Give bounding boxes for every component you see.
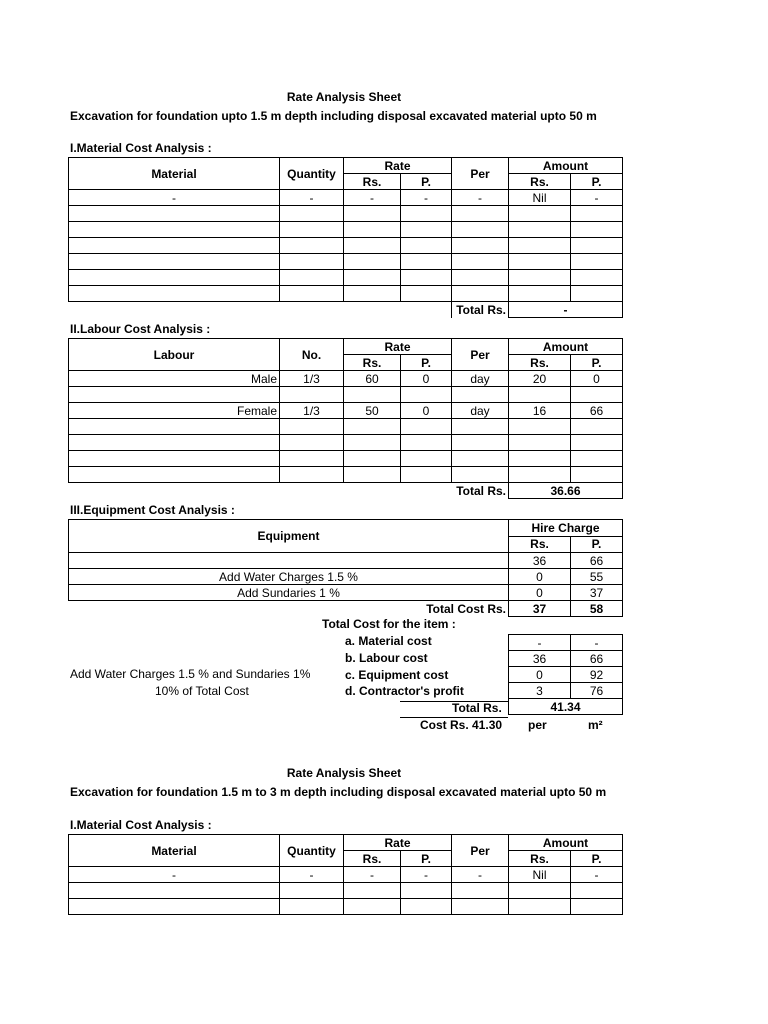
col-amount-p: P. (571, 355, 623, 371)
table-row (69, 435, 623, 451)
summary-a-label: a. Material cost (345, 634, 432, 648)
col-quantity: Quantity (280, 158, 344, 190)
cell: - (452, 867, 509, 883)
cell: - (69, 867, 280, 883)
summary-c-label: c. Equipment cost (345, 668, 449, 682)
table-row (509, 635, 623, 651)
cell: day (452, 403, 509, 419)
col-rate: Rate (344, 835, 452, 851)
sheet2-title: Rate Analysis Sheet (286, 766, 402, 780)
col-per: Per (452, 835, 509, 867)
col-rate-p: P. (401, 851, 452, 867)
sheet2-description: Excavation for foundation 1.5 m to 3 m depth including disposal excavated material upto 50 m (70, 785, 607, 799)
summary-b-label: b. Labour cost (345, 651, 428, 665)
total-p: 58 (571, 601, 623, 617)
table-row (509, 683, 623, 699)
cell: 37 (571, 585, 623, 601)
table-row (69, 419, 623, 435)
cell: 0 (571, 371, 623, 387)
summary-total-value: 41.34 (509, 699, 623, 715)
cell: - (571, 635, 623, 651)
table-row (69, 585, 623, 601)
cell: Male (69, 371, 280, 387)
cell: 0 (509, 569, 571, 585)
total-label: Total Rs. (456, 483, 507, 498)
col-rate-rs: Rs. (344, 174, 401, 190)
table-row (69, 238, 623, 254)
cell: - (280, 867, 344, 883)
cell: Nil (509, 190, 571, 206)
table-row (69, 467, 623, 483)
cell: 1/3 (280, 371, 344, 387)
col-amount-p: P. (571, 851, 623, 867)
table-row (509, 651, 623, 667)
table-row (69, 286, 623, 302)
col-rate: Rate (344, 158, 452, 174)
cell: - (344, 190, 401, 206)
cell: 36 (509, 553, 571, 569)
cell: 0 (401, 403, 452, 419)
table-row (69, 222, 623, 238)
table-row (69, 190, 623, 206)
col-material: Material (69, 158, 280, 190)
col-rs: Rs. (509, 536, 571, 553)
col-per: Per (452, 158, 509, 190)
cell: 66 (571, 553, 623, 569)
cell: day (452, 371, 509, 387)
table-row (69, 867, 623, 883)
col-material: Material (69, 835, 280, 867)
col-amount: Amount (509, 835, 623, 851)
col-p: P. (571, 536, 623, 553)
summary-d-label: d. Contractor's profit (345, 684, 464, 698)
col-labour: Labour (69, 339, 280, 371)
sheet1-equipment-table (68, 519, 623, 617)
cell: - (280, 190, 344, 206)
cell: Add Water Charges 1.5 % (69, 569, 509, 585)
sheet2-material-table (68, 834, 623, 915)
col-quantity: Quantity (280, 835, 344, 867)
cell: 66 (571, 403, 623, 419)
col-amount-rs: Rs. (509, 174, 571, 190)
cell: 50 (344, 403, 401, 419)
cell: 0 (401, 371, 452, 387)
cell: 0 (509, 667, 571, 683)
cell: 60 (344, 371, 401, 387)
total-value: - (509, 302, 623, 318)
cell: 0 (509, 585, 571, 601)
cell: - (509, 635, 571, 651)
cell: 16 (509, 403, 571, 419)
cost-label: Cost Rs. 41.30 (420, 718, 503, 732)
col-rate-rs: Rs. (344, 355, 401, 371)
table-row (69, 371, 623, 387)
cell: - (452, 190, 509, 206)
cell: 3 (509, 683, 571, 699)
col-amount: Amount (509, 339, 623, 355)
col-per: Per (452, 339, 509, 371)
table-row (69, 883, 623, 899)
table-row (69, 553, 623, 569)
cell: 66 (571, 651, 623, 667)
col-hire-charge: Hire Charge (509, 520, 623, 537)
table-row (69, 254, 623, 270)
cell: - (401, 867, 452, 883)
total-label: Total Cost Rs. (426, 601, 506, 616)
col-amount-rs: Rs. (509, 851, 571, 867)
table-row (69, 387, 623, 403)
sheet1-material-table (68, 157, 623, 318)
col-rate-p: P. (401, 355, 452, 371)
table-row (69, 451, 623, 467)
sheet1-labour-table (68, 338, 623, 499)
cell: - (571, 867, 623, 883)
col-rate-p: P. (401, 174, 452, 190)
cell: - (69, 190, 280, 206)
total-label: Total Rs. (456, 302, 507, 317)
total-value: 36.66 (509, 483, 623, 499)
table-row (69, 899, 623, 915)
sheet1-labour-heading: II.Labour Cost Analysis : (70, 322, 211, 336)
cell: - (401, 190, 452, 206)
summary-total-label: Total Rs. (452, 701, 502, 715)
col-rate-rs: Rs. (344, 851, 401, 867)
cell: Female (69, 403, 280, 419)
table-row (509, 667, 623, 683)
cell: 55 (571, 569, 623, 585)
col-equipment: Equipment (69, 520, 509, 553)
cell: Add Sundaries 1 % (69, 585, 509, 601)
col-amount-p: P. (571, 174, 623, 190)
cost-per: per (528, 718, 547, 732)
sheet1-description: Excavation for foundation upto 1.5 m depth including disposal excavated material upto 50 m (70, 109, 597, 123)
cell: 1/3 (280, 403, 344, 419)
col-amount: Amount (509, 158, 623, 174)
table-row (69, 569, 623, 585)
col-rate: Rate (344, 339, 452, 355)
col-amount-rs: Rs. (509, 355, 571, 371)
summary-heading: Total Cost for the item : (322, 617, 456, 631)
cell: 92 (571, 667, 623, 683)
cost-unit: m² (588, 718, 603, 732)
table-row (69, 270, 623, 286)
cell: 20 (509, 371, 571, 387)
table-row (69, 206, 623, 222)
cell: 76 (571, 683, 623, 699)
col-no: No. (280, 339, 344, 371)
sheet1-material-heading: I.Material Cost Analysis : (70, 141, 212, 155)
summary-table (508, 634, 623, 715)
sheet1-title: Rate Analysis Sheet (286, 90, 402, 104)
summary-note-1: Add Water Charges 1.5 % and Sundaries 1% (70, 667, 311, 681)
sheet2-material-heading: I.Material Cost Analysis : (70, 818, 212, 832)
summary-note-2: 10% of Total Cost (155, 684, 249, 698)
cell: - (344, 867, 401, 883)
table-row (69, 403, 623, 419)
sheet1-equipment-heading: III.Equipment Cost Analysis : (70, 503, 235, 517)
total-rs: 37 (509, 601, 571, 617)
cell: - (571, 190, 623, 206)
cell: 36 (509, 651, 571, 667)
cell: Nil (509, 867, 571, 883)
